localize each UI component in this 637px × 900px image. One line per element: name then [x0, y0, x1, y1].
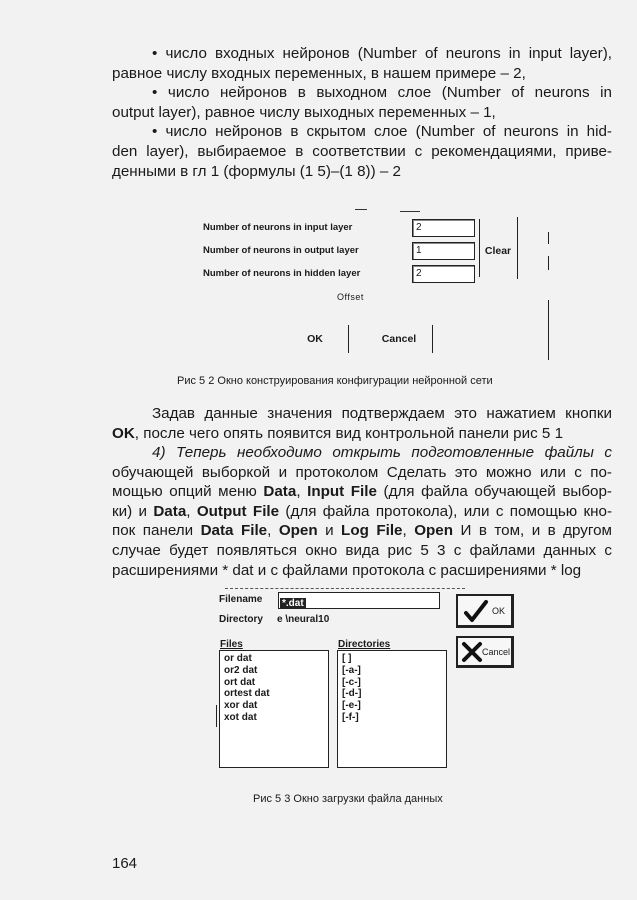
- file-ok-label: OK: [492, 606, 506, 616]
- l5-d: и: [317, 522, 342, 540]
- l4-d: (для файла протокола), или с помощью кно-: [279, 502, 613, 520]
- l3-c: ,: [296, 483, 308, 501]
- directories-label: Directories: [338, 639, 391, 650]
- directory-item[interactable]: [ ]: [342, 653, 352, 664]
- paragraph-confirm-line-2: [112, 424, 612, 444]
- directory-item[interactable]: [-d-]: [342, 688, 362, 700]
- cross-icon: [461, 641, 483, 663]
- cancel-button-right-edge: [432, 325, 433, 353]
- output-file-keyword: Output File: [196, 502, 280, 520]
- paragraph-open-line-4: [112, 502, 612, 522]
- network-config-dialog: [195, 205, 560, 360]
- page-number: 164: [112, 855, 138, 872]
- ok-keyword: OK: [112, 424, 135, 442]
- paragraph-confirm-line-2-rest: , после чего опять появится вид контрольной панели рис 5 1: [134, 424, 564, 442]
- filename-field[interactable]: [278, 592, 440, 609]
- open-keyword: Open: [278, 522, 318, 540]
- dialog-top-edge: [355, 209, 367, 210]
- file-item[interactable]: or2 dat: [224, 664, 258, 676]
- bullet-3-line-2: den layer), выбираемое в соответствии с рекомендациями, приве-: [112, 142, 612, 160]
- dialog-top-edge-2: [400, 211, 420, 212]
- checkmark-icon: [463, 599, 489, 625]
- files-listbox[interactable]: [219, 650, 329, 768]
- open-keyword-2: Open: [414, 522, 454, 540]
- output-layer-field[interactable]: 1: [412, 242, 475, 260]
- ok-button-right-edge: [348, 325, 349, 353]
- file-open-dialog: [213, 585, 533, 775]
- directory-label: Directory: [219, 614, 263, 625]
- l4-a: ки) и: [112, 502, 154, 520]
- bullet-2-line-2: output layer), равное числу выходных переменных – 1,: [112, 103, 496, 121]
- hidden-layer-field[interactable]: 2: [412, 265, 475, 283]
- figure-5-2-caption: Рис 5 2 Окно конструирования конфигурации нейронной сети: [177, 375, 493, 387]
- directory-value: e \neural10: [277, 614, 330, 625]
- l5-f: И в том, и в другом: [453, 522, 612, 540]
- file-cancel-button[interactable]: [456, 636, 514, 668]
- clear-button-right-edge: [517, 217, 518, 279]
- data-menu-keyword-2: Data: [153, 502, 187, 520]
- filename-label: Filename: [219, 594, 263, 605]
- input-file-keyword: Input File: [307, 483, 377, 501]
- figure-5-3-caption: Рис 5 3 Окно загрузки файла данных: [253, 793, 443, 805]
- left-margin-mark: [216, 705, 217, 727]
- l5-c: ,: [267, 522, 279, 540]
- file-item[interactable]: or dat: [224, 653, 252, 664]
- l3-a: мощью опций меню: [112, 483, 264, 501]
- bullet-3-line-1: • число нейронов в скрытом слое (Number of neurons in hid-: [152, 123, 612, 141]
- data-file-keyword: Data File: [200, 522, 268, 540]
- page-margin-line-2: [548, 256, 549, 270]
- bullet-list: [112, 44, 612, 181]
- paragraph-open-line-1: [112, 443, 612, 463]
- output-layer-label: Number of neurons in output layer: [203, 245, 359, 256]
- paragraph-open-line-3: [112, 482, 612, 502]
- bullet-1-line-2: равное числу входных переменных, в нашем примере – 2,: [112, 64, 526, 82]
- l3-d: (для файла обучающей выбор-: [376, 483, 612, 501]
- log-file-keyword: Log File: [341, 522, 403, 540]
- hidden-layer-label: Number of neurons in hidden layer: [203, 268, 361, 279]
- dialog-top-dashes: [225, 588, 465, 590]
- files-label: Files: [220, 639, 243, 650]
- l5-a: пок панели: [112, 522, 201, 540]
- directory-item[interactable]: [-c-]: [342, 676, 361, 688]
- paragraph-confirm: [112, 404, 612, 443]
- input-layer-label: Number of neurons in input layer: [203, 222, 353, 233]
- file-item[interactable]: ort dat: [224, 676, 256, 688]
- paragraph-open-line-7: расширениями * dat и с файлами протокола с расширениями * log: [112, 561, 582, 579]
- file-item[interactable]: xot dat: [224, 711, 257, 723]
- cancel-button[interactable]: Cancel: [381, 333, 417, 345]
- file-cancel-label: Cancel: [482, 647, 511, 657]
- bullet-3-line-3: денными в гл 1 (формулы (1 5)–(1 8)) – 2: [112, 162, 401, 180]
- file-item[interactable]: ortest dat: [224, 688, 270, 700]
- data-menu-keyword: Data: [263, 483, 297, 501]
- file-item[interactable]: xor dat: [224, 700, 258, 712]
- directory-item[interactable]: [-a-]: [342, 664, 361, 676]
- l4-c: ,: [186, 502, 197, 520]
- paragraph-open-line-5: [112, 521, 612, 541]
- directory-item[interactable]: [-e-]: [342, 700, 361, 712]
- paragraph-open-files: [112, 443, 612, 580]
- page-margin-line-1: [548, 232, 549, 244]
- paragraph-open-line-6: случае будет появляться окно вида рис 5 3 с файлами данных с: [112, 541, 612, 559]
- bullet-1-line-1: • число входных нейронов (Number of neurons in input layer),: [152, 45, 612, 62]
- input-layer-field[interactable]: 2: [412, 219, 475, 237]
- page-margin-line-3: [548, 300, 549, 360]
- ok-button[interactable]: OK: [307, 333, 323, 345]
- clear-button[interactable]: Clear: [484, 245, 512, 257]
- directories-listbox[interactable]: [337, 650, 447, 768]
- l5-e: ,: [402, 522, 415, 540]
- filename-selected-text: *.dat: [282, 598, 304, 609]
- paragraph-open-line-1-text: 4) Теперь необходимо открыть подготовленные файлы с: [152, 444, 612, 461]
- paragraph-open-line-2: обучающей выборкой и протоколом Сделать это можно или с по-: [112, 463, 612, 481]
- offset-label: Offset: [337, 292, 364, 302]
- directory-item[interactable]: [-f-]: [342, 711, 359, 723]
- bullet-2-line-1: • число нейронов в выходном слое (Number of neurons in: [152, 84, 612, 102]
- file-ok-button[interactable]: [456, 594, 514, 628]
- paragraph-confirm-line-1: Задав данные значения подтверждаем это нажатием кнопки: [152, 405, 612, 422]
